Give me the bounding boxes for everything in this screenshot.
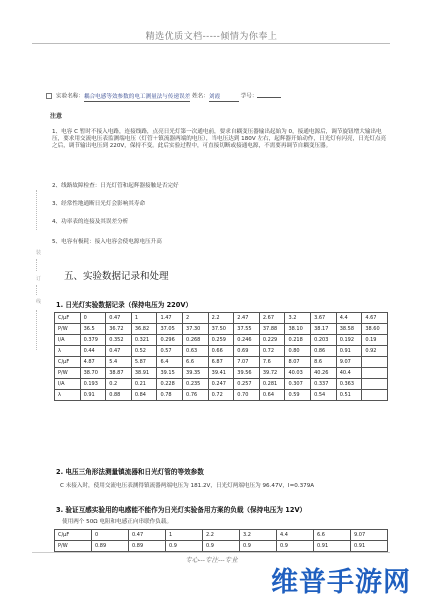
table-row-header-cell: I/A bbox=[55, 335, 81, 346]
table-cell: 0.9 bbox=[240, 541, 277, 552]
table-cell: 0.88 bbox=[106, 390, 132, 401]
table-cell: 0.86 bbox=[311, 346, 337, 357]
notes-title: 注意 bbox=[50, 113, 63, 120]
table-cell: 37.55 bbox=[234, 324, 260, 335]
table-cell: 0.91 bbox=[80, 390, 106, 401]
table-cell: 36.72 bbox=[106, 324, 132, 335]
table-cell: 5.4 bbox=[106, 357, 132, 368]
table-row bbox=[55, 379, 388, 390]
table-1-fluorescent-data bbox=[54, 312, 388, 401]
table-cell: 0.379 bbox=[80, 335, 106, 346]
binding-dotted-line-mid2 bbox=[36, 285, 39, 295]
table-cell: 37.30 bbox=[183, 324, 209, 335]
table-cell: 0.228 bbox=[157, 379, 183, 390]
table-cell bbox=[362, 390, 388, 401]
table-cell: 2.67 bbox=[259, 313, 285, 324]
table-cell: 0.307 bbox=[285, 379, 311, 390]
table-row bbox=[55, 530, 388, 541]
table-cell: 39.41 bbox=[208, 368, 234, 379]
table-cell: 0.72 bbox=[259, 346, 285, 357]
table-cell: 40.03 bbox=[285, 368, 311, 379]
table-cell: 0.69 bbox=[234, 346, 260, 357]
table-cell: 0.52 bbox=[131, 346, 157, 357]
table-cell: 4.4 bbox=[277, 530, 314, 541]
table-cell: 0.72 bbox=[208, 390, 234, 401]
table-cell: 0.9 bbox=[203, 541, 240, 552]
table-cell: 0.247 bbox=[208, 379, 234, 390]
table-cell: 4.67 bbox=[362, 313, 388, 324]
table-cell: 0.91 bbox=[336, 346, 362, 357]
table-cell: 3.67 bbox=[311, 313, 337, 324]
table-cell: 2 bbox=[183, 313, 209, 324]
table-cell: 3.2 bbox=[240, 530, 277, 541]
table-row-header-cell: I/A bbox=[55, 379, 81, 390]
table-cell: 0 bbox=[92, 530, 129, 541]
table-cell: 0.89 bbox=[129, 541, 166, 552]
table-cell: 37.88 bbox=[259, 324, 285, 335]
table-cell: 2.47 bbox=[234, 313, 260, 324]
binding-dotted-line-bottom bbox=[36, 310, 39, 350]
student-id-label: 学号： bbox=[240, 93, 258, 100]
table-cell: 6.6 bbox=[314, 530, 351, 541]
table-cell: 37.05 bbox=[157, 324, 183, 335]
table-cell: 39.35 bbox=[183, 368, 209, 379]
table-cell: 36.5 bbox=[80, 324, 106, 335]
table-cell: 0.281 bbox=[259, 379, 285, 390]
table-cell: 39.15 bbox=[157, 368, 183, 379]
section-5-title: 五、实验数据记录和处理 bbox=[64, 271, 169, 282]
watermark-logo: 维普手游网 bbox=[271, 567, 411, 598]
notes-item-1: 1、电容 C 暂时不接入电路，连接线路，点亮日光灯第一次通电前，要求自耦变压器输出起始为 0，接通电源后，调节旋钮增大输出电压，要求用交流电压表监测端电压（灯管＋镇流器两端的电压），当电压达到 180V 左右，起辉器开始动作，日光灯有闪亮，日光灯点亮之后，调节输出电压到 220V，保持不变。此后实验过程中，可直接切断或接通电源，不需要再调节自耦变压器。 bbox=[52, 129, 387, 149]
table-cell: 40.4 bbox=[336, 368, 362, 379]
footer-divider bbox=[32, 552, 390, 553]
table-row bbox=[55, 313, 388, 324]
table-cell: 5.87 bbox=[131, 357, 157, 368]
table-cell: 0.337 bbox=[311, 379, 337, 390]
table-cell: 7.07 bbox=[234, 357, 260, 368]
table-cell: 3.2 bbox=[285, 313, 311, 324]
table-3-inductor-data bbox=[54, 529, 388, 552]
table-cell: 0.47 bbox=[106, 346, 132, 357]
table-cell: 0.218 bbox=[285, 335, 311, 346]
table-cell: 6.6 bbox=[183, 357, 209, 368]
table-cell: 0.47 bbox=[106, 313, 132, 324]
table-cell: 0.64 bbox=[259, 390, 285, 401]
table-cell: 0.246 bbox=[234, 335, 260, 346]
table-cell bbox=[362, 368, 388, 379]
table-cell: 38.60 bbox=[362, 324, 388, 335]
table-row bbox=[55, 368, 388, 379]
table-cell: 0.193 bbox=[80, 379, 106, 390]
document-header-title: 精选优质文档-----倾情为你奉上 bbox=[145, 32, 278, 42]
table-cell: 38.17 bbox=[311, 324, 337, 335]
table-row-header-cell: C/μF bbox=[55, 313, 81, 324]
name-label: 姓名： bbox=[192, 93, 209, 100]
table-cell: 0.21 bbox=[131, 379, 157, 390]
table-cell: 1.47 bbox=[157, 313, 183, 324]
section-2-text: C 未接入时，使用交流电压表测得镇流器两端电压为 181.2V，日光灯两端电压为 96.47V，I=0.379A bbox=[60, 483, 315, 489]
table-cell: 6.4 bbox=[157, 357, 183, 368]
margin-label-zhuang: 装 bbox=[36, 250, 42, 256]
table-cell: 0.44 bbox=[80, 346, 106, 357]
table-cell: 38.70 bbox=[80, 368, 106, 379]
table-cell: 0.92 bbox=[362, 346, 388, 357]
table-cell: 0.76 bbox=[183, 390, 209, 401]
table-cell: 0.63 bbox=[183, 346, 209, 357]
table-cell: 8.07 bbox=[285, 357, 311, 368]
table-cell: 0 bbox=[80, 313, 106, 324]
table-cell: 0.54 bbox=[311, 390, 337, 401]
table-cell: 0.91 bbox=[314, 541, 351, 552]
table-cell: 40.26 bbox=[311, 368, 337, 379]
table-row-header-cell: P/W bbox=[55, 368, 81, 379]
table-cell: 0.89 bbox=[92, 541, 129, 552]
footer-text: 专心---专注---专业 bbox=[185, 556, 238, 564]
table-cell: 0.257 bbox=[234, 379, 260, 390]
table-cell: 0.78 bbox=[157, 390, 183, 401]
table-cell: 9.07 bbox=[351, 530, 388, 541]
checkbox-icon bbox=[46, 93, 52, 99]
table-cell: 7.6 bbox=[259, 357, 285, 368]
table-cell bbox=[362, 379, 388, 390]
info-line bbox=[46, 93, 366, 102]
table-cell: 0.9 bbox=[166, 541, 203, 552]
table-row-header-cell: P/W bbox=[55, 541, 92, 552]
table-cell: 0.57 bbox=[157, 346, 183, 357]
table-row-header-cell: λ bbox=[55, 390, 81, 401]
margin-label-ding: 订 bbox=[36, 276, 42, 282]
table-cell: 0.9 bbox=[277, 541, 314, 552]
table-row-header-cell: C/μF bbox=[55, 357, 81, 368]
table-cell: 38.87 bbox=[106, 368, 132, 379]
lab-name-label: 实验名称： bbox=[56, 93, 84, 100]
notes-item-2: 2、线路故障检查：日光灯管和起辉器接触是否完好 bbox=[52, 183, 179, 189]
table-cell: 1 bbox=[131, 313, 157, 324]
notes-item-5: 5、电容有极耗：接入电容会使电源电压升高 bbox=[52, 239, 162, 245]
table-cell bbox=[362, 357, 388, 368]
table-row-header-cell: λ bbox=[55, 346, 81, 357]
table-cell: 0.47 bbox=[129, 530, 166, 541]
binding-dotted-line-top bbox=[36, 190, 39, 230]
table-cell: 0.321 bbox=[131, 335, 157, 346]
student-id-value bbox=[257, 97, 281, 98]
table-cell: 0.70 bbox=[234, 390, 260, 401]
table-cell: 0.192 bbox=[336, 335, 362, 346]
table-cell: 0.203 bbox=[311, 335, 337, 346]
table-cell: 37.50 bbox=[208, 324, 234, 335]
section-3-title: 3. 验证互感实验用的电感能不能作为日光灯实验备用方案的负载（保持电压为 12V） bbox=[56, 506, 307, 514]
table-cell: 0.19 bbox=[362, 335, 388, 346]
lab-name-value: 耦合电感等效参数的电工测量法与传递误差 bbox=[83, 93, 191, 100]
table-row-header-cell: C/μF bbox=[55, 530, 92, 541]
notes-item-3: 3、经常性地通断日光灯会影响其寿命 bbox=[52, 201, 146, 207]
table-cell: 0.59 bbox=[285, 390, 311, 401]
table-row bbox=[55, 390, 388, 401]
table-cell: 0.229 bbox=[259, 335, 285, 346]
table-cell: 2.2 bbox=[203, 530, 240, 541]
table-cell: 1 bbox=[166, 530, 203, 541]
binding-dotted-line-mid1 bbox=[36, 259, 39, 271]
table-row bbox=[55, 346, 388, 357]
table-cell: 0.51 bbox=[336, 390, 362, 401]
table-cell: 9.07 bbox=[336, 357, 362, 368]
margin-label-xian: 线 bbox=[36, 299, 42, 305]
table-row bbox=[55, 357, 388, 368]
table-cell: 0.66 bbox=[208, 346, 234, 357]
table-cell: 0.80 bbox=[285, 346, 311, 357]
header-divider bbox=[32, 43, 390, 44]
section-2-title: 2. 电压三角形法测量镇流器和日光灯管的等效参数 bbox=[56, 468, 204, 476]
table-row-header-cell: P/W bbox=[55, 324, 81, 335]
table-1-title: 1. 日光灯实验数据记录（保持电压为 220V） bbox=[56, 301, 193, 309]
table-cell: 0.268 bbox=[183, 335, 209, 346]
notes-item-4: 4、功率表的连接及其误差分析 bbox=[52, 219, 129, 225]
table-cell: 0.363 bbox=[336, 379, 362, 390]
table-cell: 36.82 bbox=[131, 324, 157, 335]
table-cell: 2.2 bbox=[208, 313, 234, 324]
table-cell: 4.4 bbox=[336, 313, 362, 324]
table-cell: 0.259 bbox=[208, 335, 234, 346]
name-value: 刘霞 bbox=[209, 94, 239, 102]
table-cell: 8.6 bbox=[311, 357, 337, 368]
table-cell: 0.352 bbox=[106, 335, 132, 346]
table-cell: 39.56 bbox=[234, 368, 260, 379]
table-cell: 38.10 bbox=[285, 324, 311, 335]
table-cell: 39.72 bbox=[259, 368, 285, 379]
table-cell: 0.2 bbox=[106, 379, 132, 390]
table-cell: 0.296 bbox=[157, 335, 183, 346]
table-row bbox=[55, 335, 388, 346]
table-cell: 38.58 bbox=[336, 324, 362, 335]
table-cell: 0.91 bbox=[351, 541, 388, 552]
table-cell: 0.235 bbox=[183, 379, 209, 390]
table-cell: 38.91 bbox=[131, 368, 157, 379]
table-row bbox=[55, 541, 388, 552]
table-cell: 0.84 bbox=[131, 390, 157, 401]
table-row bbox=[55, 324, 388, 335]
section-3-subtitle: 使用两个 50Ω 电阻和电感正向串联作负载。 bbox=[62, 519, 173, 525]
table-cell: 4.87 bbox=[80, 357, 106, 368]
table-cell: 6.87 bbox=[208, 357, 234, 368]
